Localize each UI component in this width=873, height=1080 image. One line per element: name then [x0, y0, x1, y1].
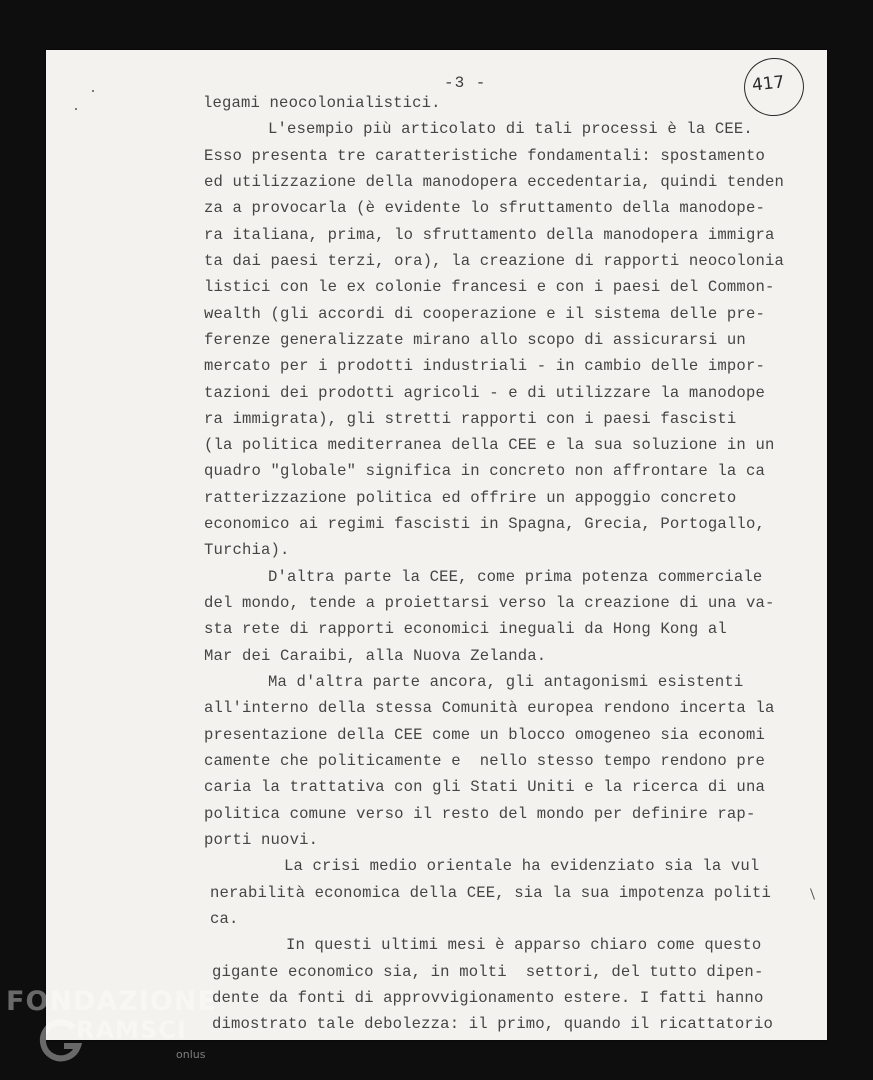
text-line: politica comune verso il resto del mondo per definire rap-	[204, 805, 756, 823]
text-line: tazioni dei prodotti agricoli - e di utilizzare la manodope	[204, 384, 765, 402]
text-line: listici con le ex colonie francesi e con i paesi del Common-	[204, 278, 775, 296]
text-line: L'esempio più articolato di tali processi è la CEE.	[268, 120, 753, 138]
text-line: porti nuovi.	[204, 831, 319, 849]
text-line: mercato per i prodotti industriali - in cambio delle impor-	[204, 357, 765, 375]
text-line: dimostrato tale debolezza: il primo, quando il ricattatorio	[212, 1015, 773, 1033]
text-line: presentazione della CEE come un blocco omogeneo sia economi	[204, 726, 765, 744]
text-line: camente che politicamente e nello stesso tempo rendono pre	[204, 752, 765, 770]
text-line: del mondo, tende a proiettarsi verso la creazione di una va-	[204, 594, 775, 612]
text-line: Turchia).	[204, 541, 290, 559]
text-line: ferenze generalizzate mirano allo scopo di assicurarsi un	[204, 331, 746, 349]
text-line: (la politica mediterranea della CEE e la sua soluzione in un	[204, 436, 775, 454]
watermark-title: FONDAZIONE	[6, 986, 217, 1017]
text-line: ra immigrata), gli stretti rapporti con i paesi fascisti	[204, 410, 737, 428]
watermark-subtitle: RAMSCI	[76, 1016, 187, 1044]
text-line: ca.	[210, 910, 239, 928]
text-line: ed utilizzazione della manodopera eccedentaria, quindi tenden	[204, 173, 784, 191]
text-line: D'altra parte la CEE, come prima potenza commerciale	[268, 568, 763, 586]
text-line: wealth (gli accordi di cooperazione e il sistema delle pre-	[204, 305, 765, 323]
text-line: Esso presenta tre caratteristiche fondamentali: spostamento	[204, 147, 765, 165]
text-line: quadro "globale" significa in concreto non affrontare la ca	[204, 462, 765, 480]
archive-number: 417	[751, 72, 786, 96]
text-line: La crisi medio orientale ha evidenziato sia la vul	[284, 857, 760, 875]
watermark-onlus: onlus	[176, 1048, 206, 1061]
text-line: dente da fonti di approvvigionamento estere. I fatti hanno	[212, 989, 764, 1007]
paper-speck	[92, 90, 94, 92]
text-line: caria la trattativa con gli Stati Uniti e la ricerca di una	[204, 778, 765, 796]
text-line: Mar dei Caraibi, alla Nuova Zelanda.	[204, 647, 547, 665]
paper-speck	[75, 108, 77, 110]
page-number: -3 -	[444, 74, 487, 92]
text-line: ra italiana, prima, lo sfruttamento della manodopera immigra	[204, 226, 775, 244]
text-line: nerabilità economica della CEE, sia la sua impotenza politi	[210, 884, 771, 902]
text-line: ta dai paesi terzi, ora), la creazione di rapporti neocolonia	[204, 252, 784, 270]
text-line: ratterizzazione politica ed offrire un appoggio concreto	[204, 489, 737, 507]
text-line: za a provocarla (è evidente lo sfruttamento della manodope-	[204, 199, 765, 217]
text-line: gigante economico sia, in molti settori, del tutto dipen-	[212, 963, 764, 981]
text-line: legami neocolonialistici.	[203, 94, 441, 112]
text-line: sta rete di rapporti economici ineguali da Hong Kong al	[204, 620, 727, 638]
text-line: economico ai regimi fascisti in Spagna, Grecia, Portogallo,	[204, 515, 765, 533]
text-line: Ma d'altra parte ancora, gli antagonismi esistenti	[268, 673, 744, 691]
text-line: all'interno della stessa Comunità europea rendono incerta la	[204, 699, 775, 717]
text-line: In questi ultimi mesi è apparso chiaro come questo	[286, 936, 762, 954]
